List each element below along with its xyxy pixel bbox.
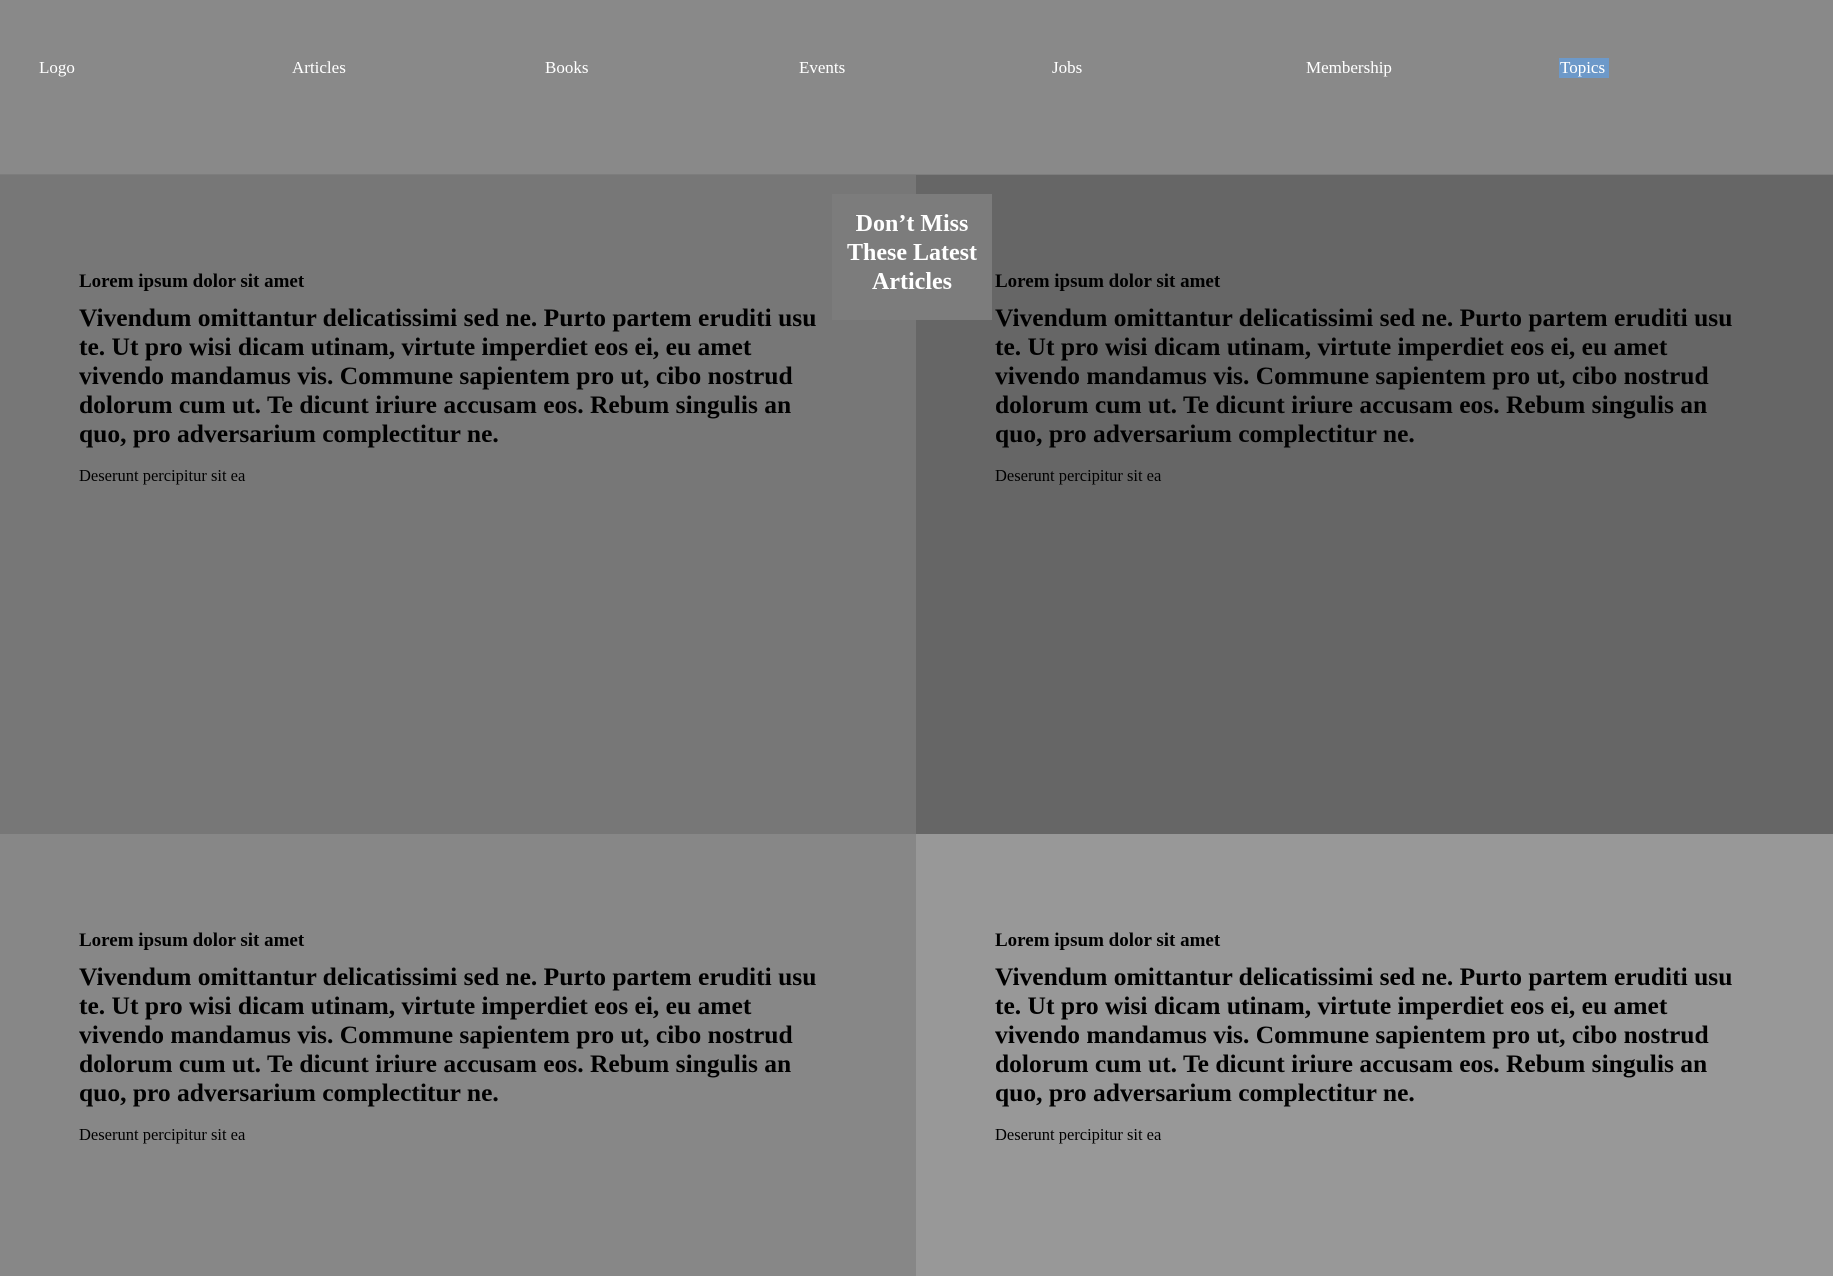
article-excerpt: Vivendum omittantur delicatissimi sed ne. Purto partem eruditi usu te. Ut pro wisi dicam utinam, virtute imperdiet eos ei, eu amet vivendo mandamus vis. Commune sapientem pro ut, cibo nostrud dolorum cum ut. Te dicunt iriure accusam eos. Rebum singulis an quo, pro adversarium complectitur ne. <box>995 962 1733 1107</box>
article-content <box>995 271 1753 486</box>
nav-item-topics[interactable]: Topics <box>1559 58 1609 78</box>
promo-heading-box <box>832 194 992 320</box>
nav-item-books[interactable]: Books <box>545 58 589 77</box>
article-excerpt: Vivendum omittantur delicatissimi sed ne. Purto partem eruditi usu te. Ut pro wisi dicam utinam, virtute imperdiet eos ei, eu amet vivendo mandamus vis. Commune sapientem pro ut, cibo nostrud dolorum cum ut. Te dicunt iriure accusam eos. Rebum singulis an quo, pro adversarium complectitur ne. <box>995 303 1733 448</box>
top-navigation <box>0 0 1833 175</box>
article-card <box>0 175 916 834</box>
article-card <box>0 834 916 1276</box>
logo-link[interactable]: Logo <box>39 58 75 77</box>
promo-heading: Don’t Miss These Latest Articles <box>847 211 977 295</box>
article-excerpt: Vivendum omittantur delicatissimi sed ne. Purto partem eruditi usu te. Ut pro wisi dicam utinam, virtute imperdiet eos ei, eu amet vivendo mandamus vis. Commune sapientem pro ut, cibo nostrud dolorum cum ut. Te dicunt iriure accusam eos. Rebum singulis an quo, pro adversarium complectitur ne. <box>79 303 817 448</box>
article-title: Lorem ipsum dolor sit amet <box>995 930 1221 951</box>
article-title: Lorem ipsum dolor sit amet <box>79 930 305 951</box>
articles-grid <box>0 175 1833 1276</box>
article-link[interactable]: Deserunt percipitur sit ea <box>79 466 246 485</box>
nav-item-membership[interactable]: Membership <box>1306 58 1392 77</box>
article-content <box>995 930 1753 1145</box>
article-content <box>79 271 837 486</box>
article-title: Lorem ipsum dolor sit amet <box>79 271 305 292</box>
nav-item-events[interactable]: Events <box>799 58 846 77</box>
article-link[interactable]: Deserunt percipitur sit ea <box>995 466 1162 485</box>
article-title: Lorem ipsum dolor sit amet <box>995 271 1221 292</box>
nav-item-jobs[interactable]: Jobs <box>1052 58 1083 77</box>
article-card <box>916 175 1833 834</box>
nav-item-articles[interactable]: Articles <box>292 58 346 77</box>
article-card <box>916 834 1833 1276</box>
article-content <box>79 930 837 1145</box>
article-excerpt: Vivendum omittantur delicatissimi sed ne. Purto partem eruditi usu te. Ut pro wisi dicam utinam, virtute imperdiet eos ei, eu amet vivendo mandamus vis. Commune sapientem pro ut, cibo nostrud dolorum cum ut. Te dicunt iriure accusam eos. Rebum singulis an quo, pro adversarium complectitur ne. <box>79 962 817 1107</box>
article-link[interactable]: Deserunt percipitur sit ea <box>79 1125 246 1144</box>
article-link[interactable]: Deserunt percipitur sit ea <box>995 1125 1162 1144</box>
